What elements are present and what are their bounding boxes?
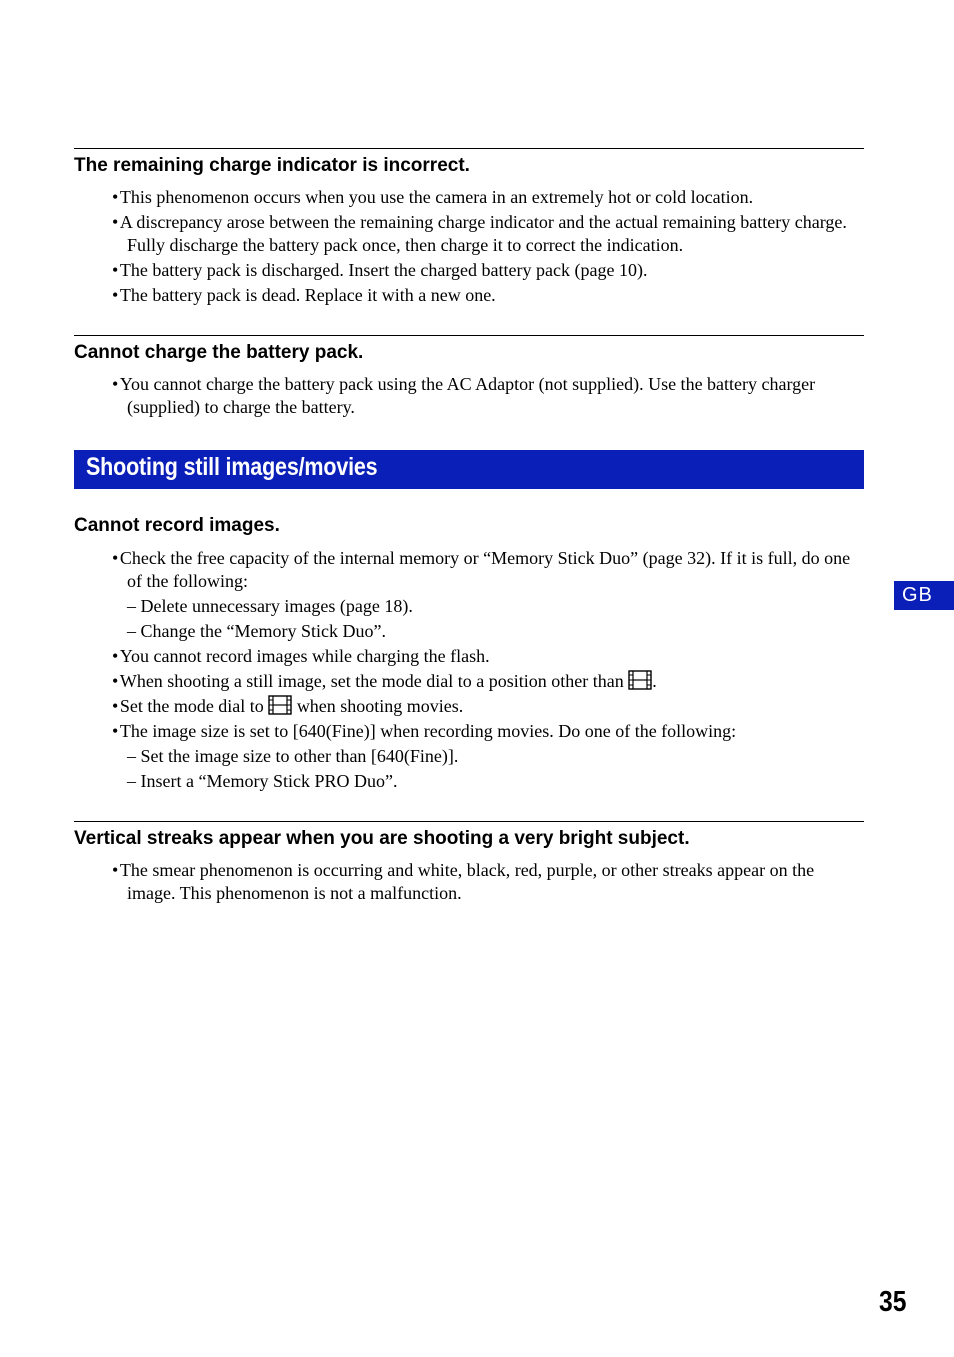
section-heading: The remaining charge indicator is incorrect. <box>74 155 470 176</box>
section-heading: Vertical streaks appear when you are shooting a very bright subject. <box>74 828 690 849</box>
section-divider <box>74 335 864 336</box>
sub-list-item: – Delete unnecessary images (page 18). <box>127 595 413 616</box>
section-heading: Cannot charge the battery pack. <box>74 342 364 363</box>
list-item: • The battery pack is dead. Replace it with a new one. <box>112 284 496 305</box>
sub-list-item: – Change the “Memory Stick Duo”. <box>127 620 386 641</box>
list-item: • The smear phenomenon is occurring and white, black, red, purple, or other streaks appear on the image. This phenomenon is not a malfunction. <box>112 860 815 903</box>
sub-list-item: – Insert a “Memory Stick PRO Duo”. <box>127 770 398 791</box>
section-divider <box>74 148 864 149</box>
bullet-list <box>112 547 864 795</box>
list-item: • This phenomenon occurs when you use the camera in an extremely hot or cold location. <box>112 187 754 207</box>
language-tab: GB <box>894 581 954 610</box>
list-item: • When shooting a still image, set the mode dial to a position other than . <box>112 670 657 691</box>
section-title: Shooting still images/movies <box>86 453 378 481</box>
list-item: • You cannot charge the battery pack using the AC Adaptor (not supplied). Use the battery charger (supplied) to charge the battery. <box>112 374 816 417</box>
movie-mode-icon <box>628 670 652 690</box>
bullet-list <box>112 859 864 907</box>
section-divider <box>74 821 864 822</box>
bullet-list <box>112 186 864 309</box>
movie-mode-icon <box>268 695 292 715</box>
sub-list-item: – Set the image size to other than [640(Fine)]. <box>127 745 459 766</box>
section-title-bar <box>74 450 864 489</box>
list-item: • You cannot record images while charging the flash. <box>112 645 490 666</box>
list-item: • A discrepancy arose between the remaining charge indicator and the actual remaining battery charge. Fully discharge the battery pack once, then charge it to correct the indication. <box>112 212 847 255</box>
page-number: 35 <box>879 1286 907 1318</box>
list-item: • Set the mode dial to when shooting movies. <box>112 695 464 716</box>
bullet-list <box>112 373 864 421</box>
section-heading: Cannot record images. <box>74 515 280 536</box>
list-item: • Check the free capacity of the internal memory or “Memory Stick Duo” (page 32). If it is full, do one of the following: <box>112 548 851 591</box>
list-item: • The battery pack is discharged. Insert the charged battery pack (page 10). <box>112 259 648 280</box>
list-item: • The image size is set to [640(Fine)] when recording movies. Do one of the following: <box>112 720 737 741</box>
